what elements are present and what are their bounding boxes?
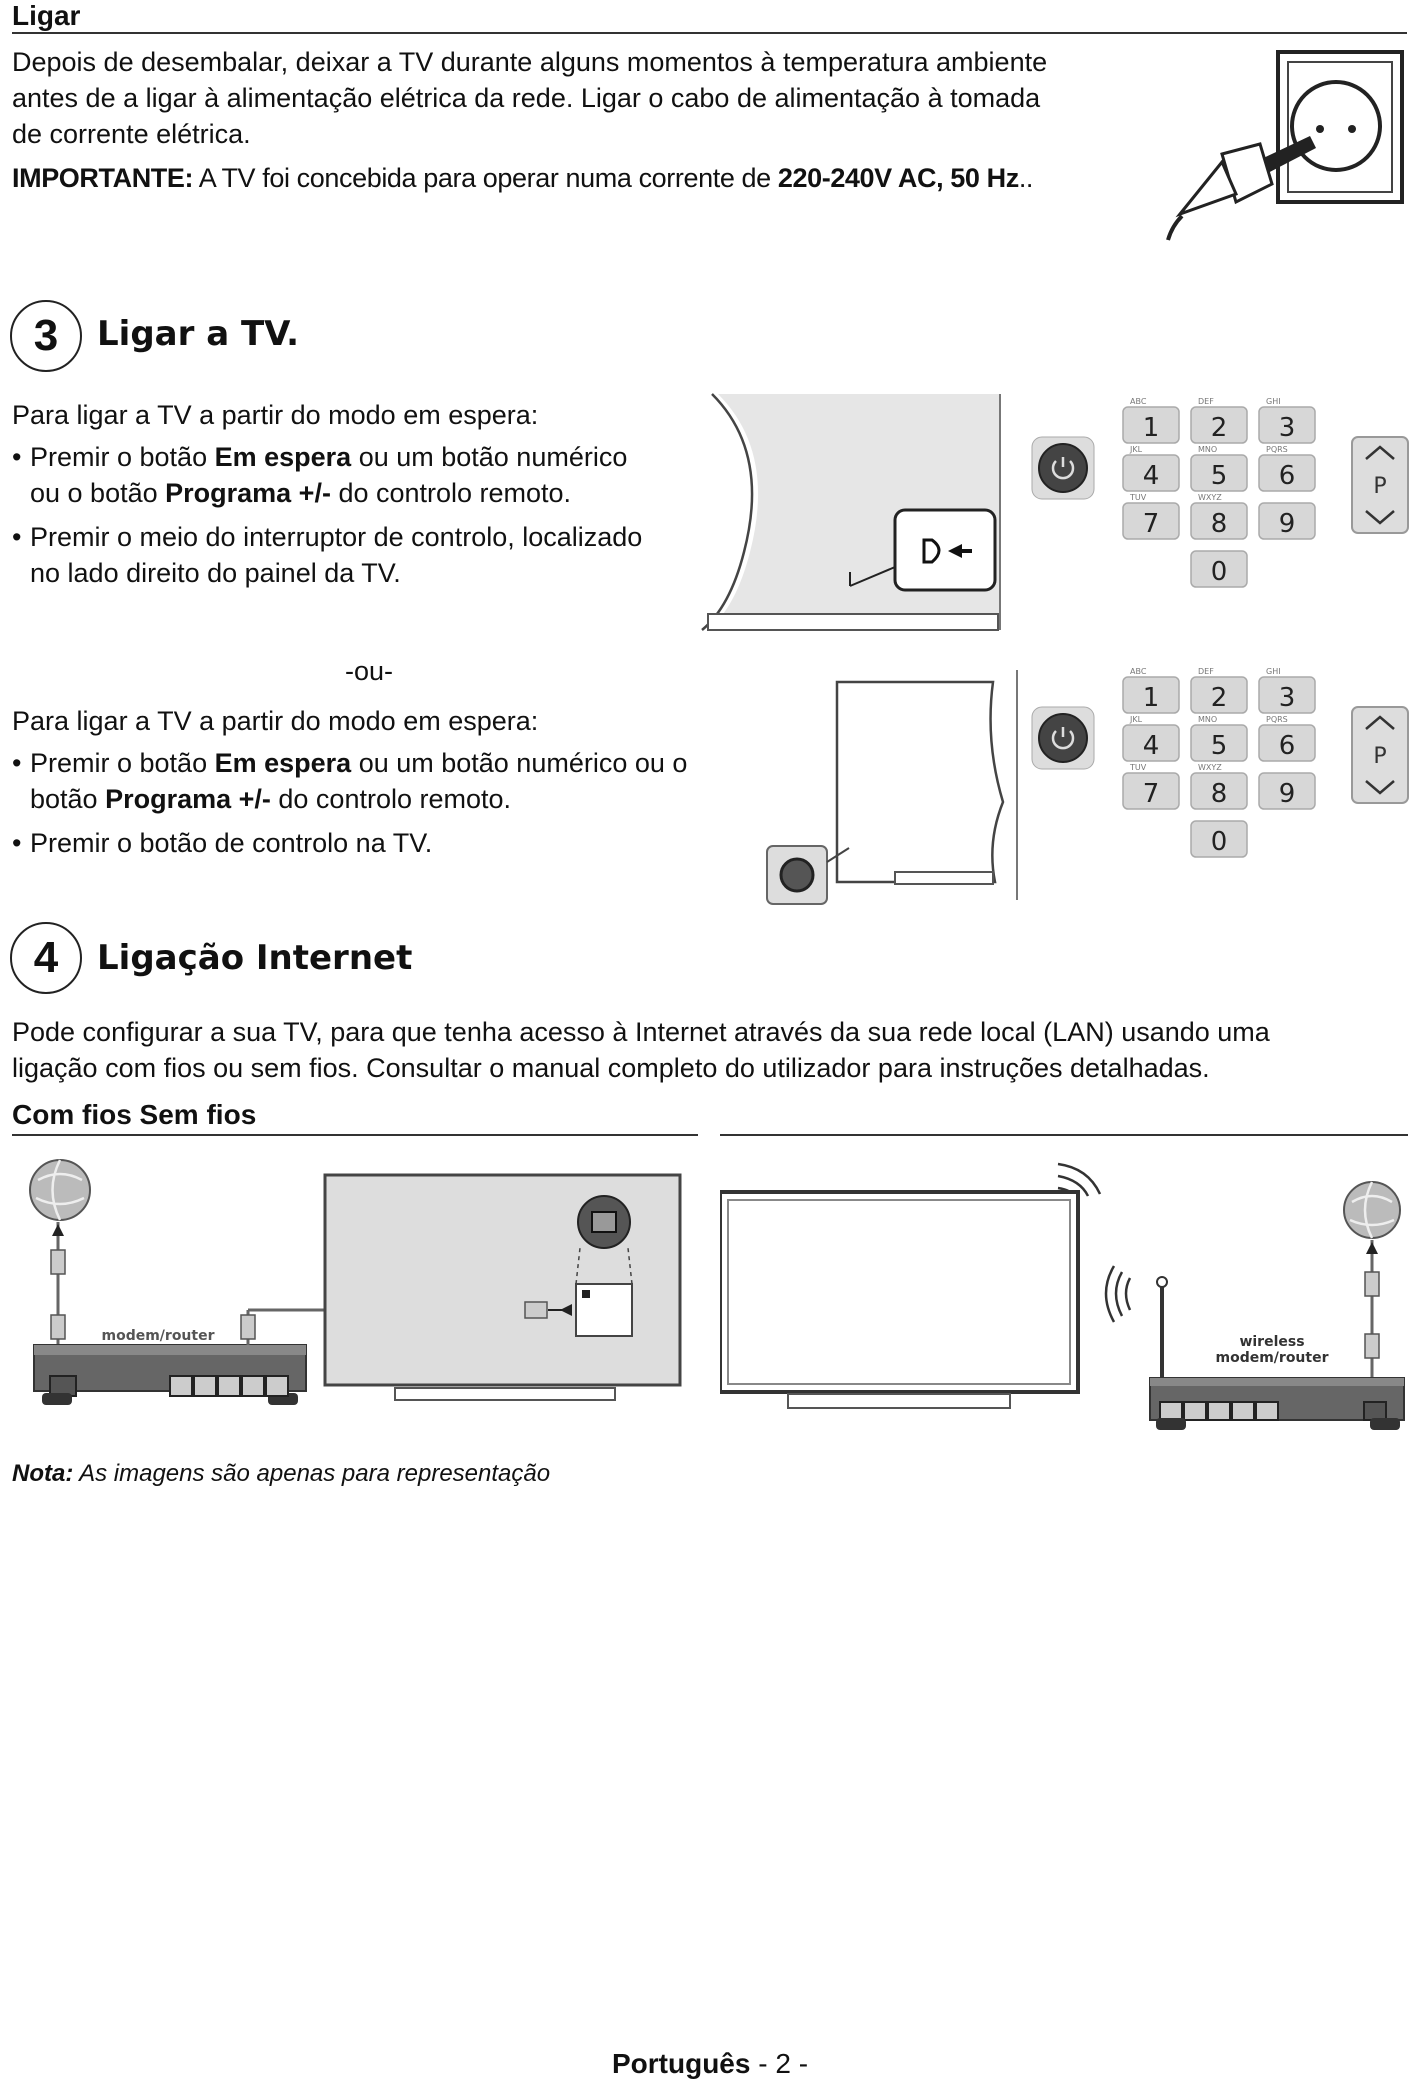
key-letters: WXYZ <box>1198 493 1222 502</box>
wireless-router-label-1: wireless <box>1239 1334 1305 1350</box>
wired-rule <box>12 1134 698 1136</box>
key-5: 5 <box>1210 731 1228 761</box>
program-p-label: P <box>1373 744 1387 769</box>
tv-control-button-illustration <box>765 662 1025 912</box>
step3-instructions-2 <box>12 703 772 869</box>
remote-control-illustration <box>1010 665 1415 875</box>
key-letters: PQRS <box>1266 715 1288 724</box>
wireless-rule <box>720 1134 1408 1136</box>
key-4: 4 <box>1142 731 1160 761</box>
key-letters: ABC <box>1130 667 1147 676</box>
key-letters: MNO <box>1198 445 1218 454</box>
footer-page-number: - 2 - <box>750 2048 809 2079</box>
key-letters: TUV <box>1130 763 1147 772</box>
wifi-signal-icon <box>1106 1266 1130 1322</box>
step3-instructions-1 <box>12 397 732 599</box>
or-separator: -ou- <box>345 656 394 686</box>
ligar-paragraph <box>12 44 1142 196</box>
key-7: 7 <box>1142 509 1160 539</box>
step-title: Ligar a TV. <box>97 314 300 354</box>
key-letters: PQRS <box>1266 445 1288 454</box>
text-line: Depois de desembalar, deixar a TV durante alguns momentos à temperatura ambiente <box>12 47 1048 77</box>
important-label: IMPORTANTE: <box>12 163 194 193</box>
step-number-badge: 3 <box>10 300 82 372</box>
router-label: modem/router <box>101 1328 215 1344</box>
key-letters: JKL <box>1130 445 1143 454</box>
step-number-badge: 4 <box>10 922 82 994</box>
key-letters: GHI <box>1266 667 1281 676</box>
globe-icon <box>1344 1182 1400 1238</box>
key-9: 9 <box>1278 779 1296 809</box>
program-p-label: P <box>1373 474 1387 499</box>
key-6: 6 <box>1278 731 1296 761</box>
key-5: 5 <box>1210 461 1228 491</box>
bullet-item: • Premir o botão de controlo na TV. <box>12 825 772 861</box>
wired-connection-diagram <box>20 1150 690 1420</box>
important-text: A TV foi concebida para operar numa corrente de <box>193 163 778 193</box>
key-8: 8 <box>1210 779 1228 809</box>
important-value: 220-240V AC, 50 Hz <box>777 163 1019 193</box>
wireless-router-label-2: modem/router <box>1215 1350 1329 1366</box>
note-text: As imagens são apenas para representação <box>73 1460 551 1487</box>
bullet-item: • Premir o botão Em espera ou um botão numérico ou o botão Programa +/- do controlo remoto. <box>12 439 732 511</box>
key-letters: DEF <box>1198 397 1214 406</box>
key-0: 0 <box>1210 557 1228 587</box>
tv-back-panel <box>325 1175 680 1385</box>
key-letters: DEF <box>1198 667 1214 676</box>
important-note <box>12 160 1142 196</box>
key-letters: JKL <box>1130 715 1143 724</box>
intro-text: Para ligar a TV a partir do modo em espera: <box>12 400 539 430</box>
footer-language: Português <box>611 2048 751 2079</box>
key-4: 4 <box>1142 461 1160 491</box>
key-letters: WXYZ <box>1198 763 1222 772</box>
power-plug-illustration <box>1160 44 1410 244</box>
key-letters: ABC <box>1130 397 1147 406</box>
key-7: 7 <box>1142 779 1160 809</box>
text-line: de corrente elétrica. <box>12 119 251 149</box>
section-heading-ligar: Ligar <box>12 0 81 31</box>
key-3: 3 <box>1278 413 1296 443</box>
key-0: 0 <box>1210 827 1228 857</box>
remote-control-illustration <box>1010 395 1415 605</box>
step4-paragraph <box>12 1014 1412 1086</box>
image-note <box>12 1460 550 1488</box>
key-2: 2 <box>1210 683 1228 713</box>
tv-side-joystick-illustration <box>700 392 1010 637</box>
page-footer <box>0 2048 1420 2080</box>
key-6: 6 <box>1278 461 1296 491</box>
text-line: Pode configurar a sua TV, para que tenha acesso à Internet através da sua rede local (LAN) usando uma <box>12 1017 1270 1047</box>
key-8: 8 <box>1210 509 1228 539</box>
key-letters: GHI <box>1266 397 1281 406</box>
key-1: 1 <box>1142 683 1160 713</box>
important-end: .. <box>1018 163 1034 193</box>
heading-rule <box>12 32 1407 34</box>
connection-subheading: Com fios Sem fios <box>12 1099 257 1130</box>
key-9: 9 <box>1278 509 1296 539</box>
key-letters: MNO <box>1198 715 1218 724</box>
key-1: 1 <box>1142 413 1160 443</box>
intro-text: Para ligar a TV a partir do modo em espera: <box>12 706 539 736</box>
key-2: 2 <box>1210 413 1228 443</box>
wireless-connection-diagram <box>720 1148 1410 1438</box>
globe-icon <box>30 1160 90 1220</box>
text-line: ligação com fios ou sem fios. Consultar o manual completo do utilizador para instruções detalhadas. <box>12 1053 1210 1083</box>
text-line: antes de a ligar à alimentação elétrica da rede. Ligar o cabo de alimentação à tomada <box>12 83 1041 113</box>
key-letters: TUV <box>1130 493 1147 502</box>
step-title: Ligação Internet <box>97 938 413 978</box>
note-label: Nota: <box>12 1460 74 1487</box>
bullet-item: • Premir o botão Em espera ou um botão numérico ou o botão Programa +/- do controlo remoto. <box>12 745 772 817</box>
key-3: 3 <box>1278 683 1296 713</box>
bullet-item: • Premir o meio do interruptor de controlo, localizado no lado direito do painel da TV. <box>12 519 732 591</box>
